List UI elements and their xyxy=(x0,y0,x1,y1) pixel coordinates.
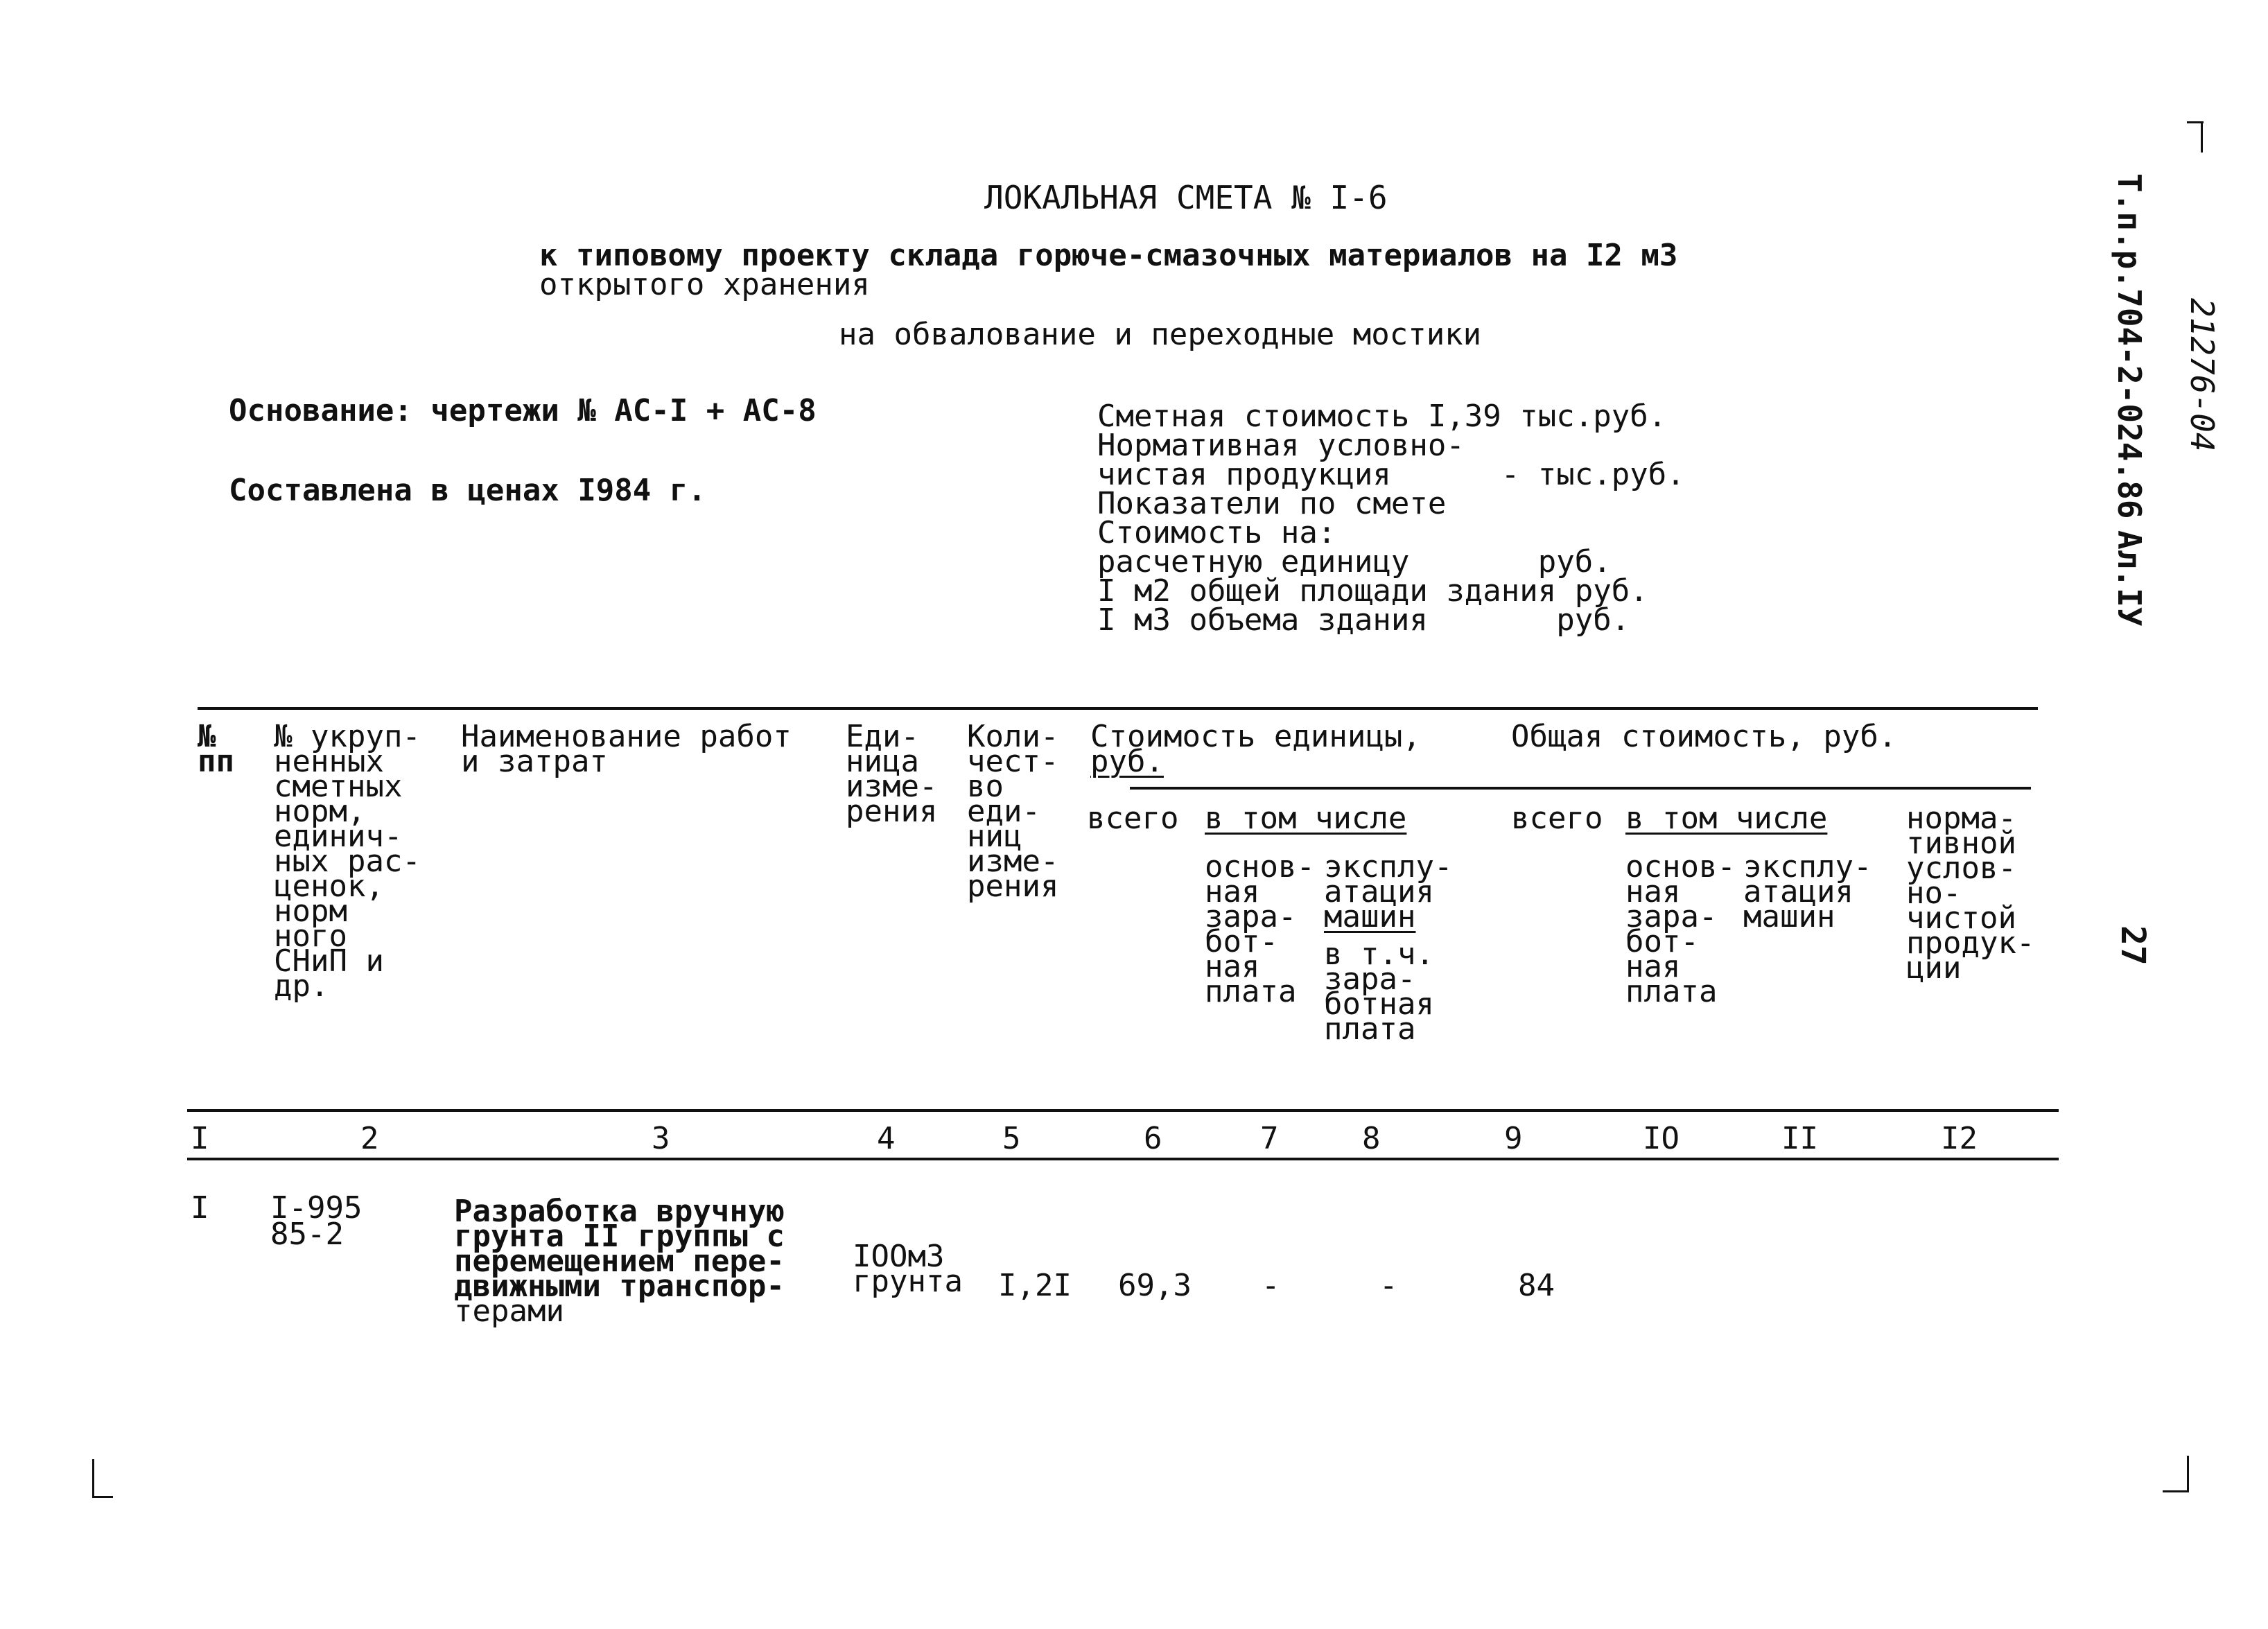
summary-line: I м2 общей площади здания руб. xyxy=(1097,573,1648,609)
header-col-11 xyxy=(1743,851,1872,933)
header-line: Коли- xyxy=(967,719,1059,754)
header-line: единич- xyxy=(274,819,403,854)
header-line: бот- xyxy=(1205,924,1278,959)
header-line: машин xyxy=(1324,899,1416,934)
header-line: плата xyxy=(1205,974,1297,1009)
header-bottom-rule xyxy=(187,1109,2059,1112)
header-col-8 xyxy=(1324,851,1452,1045)
side-code: Т.п.р.704-2-024.86 xyxy=(2111,173,2148,519)
basis-line: Основание: чертежи № АС-I + АС-8 xyxy=(229,393,817,428)
header-line: эксплу- xyxy=(1743,849,1872,885)
corner-mark xyxy=(2201,121,2203,153)
header-col-1 xyxy=(198,721,234,778)
header-col-2 xyxy=(274,721,421,1002)
col-number: II xyxy=(1781,1121,1818,1156)
col-number: 7 xyxy=(1260,1121,1279,1156)
header-line: ботная xyxy=(1324,986,1434,1022)
header-line: чест- xyxy=(967,744,1059,779)
header-col-7 xyxy=(1205,851,1315,1008)
header-line: ного xyxy=(274,918,347,954)
row-name-line: движными транспор- xyxy=(454,1269,785,1304)
header-col-5 xyxy=(967,721,1058,903)
header-line: рения xyxy=(967,869,1059,904)
col-number: 4 xyxy=(877,1121,896,1156)
col-number: I xyxy=(191,1121,209,1156)
header-line: зара- xyxy=(1205,899,1297,934)
header-line: во xyxy=(967,769,1004,804)
subtitle-line-3: на обвалование и переходные мостики xyxy=(839,317,1482,352)
corner-mark xyxy=(2187,1456,2189,1492)
row-code xyxy=(270,1192,362,1251)
header-line: ница xyxy=(846,744,919,779)
cost-summary xyxy=(1097,401,1685,636)
col-number: I2 xyxy=(1941,1121,1978,1156)
header-line: эксплу- xyxy=(1324,849,1453,885)
header-line: но- xyxy=(1906,876,1962,911)
header-line: рения xyxy=(846,794,938,829)
row-code-line: I-995 xyxy=(270,1190,363,1226)
header-line: Наименование работ xyxy=(461,719,792,754)
row-total: 84 xyxy=(1518,1268,1555,1303)
header-total-cost: Общая стоимость, руб. xyxy=(1511,719,1897,754)
summary-line: расчетную единицу руб. xyxy=(1097,544,1612,580)
header-line: ная xyxy=(1625,949,1681,984)
col-number: 2 xyxy=(360,1121,379,1156)
col-number: IO xyxy=(1643,1121,1680,1156)
subtitle-line-2: открытого хранения xyxy=(539,267,870,302)
header-col-4 xyxy=(846,721,937,828)
header-col-3 xyxy=(461,721,792,778)
header-col-10 xyxy=(1625,851,1736,1008)
header-line: ции xyxy=(1906,950,1962,986)
header-unit-cost-rub: руб. xyxy=(1090,744,1164,779)
row-name xyxy=(454,1196,785,1327)
row-num: I xyxy=(191,1190,209,1226)
header-line: плата xyxy=(1324,1011,1416,1047)
header-line: пп xyxy=(198,744,234,779)
col-number: 9 xyxy=(1504,1121,1523,1156)
row-code-line: 85-2 xyxy=(270,1217,344,1252)
header-line: № укруп- xyxy=(274,719,421,754)
header-line: бот- xyxy=(1625,924,1699,959)
header-line: ная xyxy=(1205,949,1260,984)
header-line: ненных xyxy=(274,744,384,779)
header-line: услов- xyxy=(1906,851,2016,886)
summary-line: Сметная стоимость I,39 тыс.руб. xyxy=(1097,399,1667,434)
col-number: 8 xyxy=(1362,1121,1381,1156)
header-line: ная xyxy=(1625,874,1681,909)
header-line: № xyxy=(198,719,216,754)
row-unit-machines: - xyxy=(1379,1268,1398,1303)
header-unit-incl: в том числе xyxy=(1205,801,1407,836)
header-line: норм xyxy=(274,894,347,929)
header-line: изме- xyxy=(846,769,938,804)
header-line: основ- xyxy=(1205,849,1315,885)
row-unit-wage: - xyxy=(1262,1268,1280,1303)
summary-line: Нормативная условно- xyxy=(1097,428,1465,463)
header-line: плата xyxy=(1625,974,1718,1009)
subtitle-line-1: к типовому проекту склада горюче-смазочных материалов на I2 м3 xyxy=(539,238,1678,273)
header-line: атация xyxy=(1743,874,1853,909)
header-line: Еди- xyxy=(846,719,919,754)
col-number: 6 xyxy=(1144,1121,1162,1156)
header-col-12 xyxy=(1906,803,2034,984)
summary-line: I м3 объема здания руб. xyxy=(1097,602,1630,638)
group-rule xyxy=(1130,787,2031,790)
header-line: сметных xyxy=(274,769,403,804)
header-line: продук- xyxy=(1906,925,2035,961)
header-line: тивной xyxy=(1906,826,2016,861)
header-line: изме- xyxy=(967,844,1059,879)
header-line: атация xyxy=(1324,874,1434,909)
header-line: др. xyxy=(274,968,329,1004)
header-line: зара- xyxy=(1625,899,1718,934)
row-name-line: перемещением пере- xyxy=(454,1244,785,1279)
summary-line: Показатели по смете xyxy=(1097,486,1447,521)
row-unit-total: 69,3 xyxy=(1118,1268,1192,1303)
corner-mark xyxy=(92,1459,94,1497)
row-name-line: Разработка вручную xyxy=(454,1194,785,1229)
header-line: и затрат xyxy=(461,744,608,779)
summary-line: чистая продукция - тыс.руб. xyxy=(1097,457,1685,492)
row-unit xyxy=(853,1241,963,1298)
header-line: норм, xyxy=(274,794,366,829)
header-col-9: всего xyxy=(1511,801,1603,836)
row-name-line: терами xyxy=(454,1293,564,1329)
prices-line: Составлена в ценах I984 г. xyxy=(229,473,706,508)
header-line: ных рас- xyxy=(274,844,421,879)
row-name-line: грунта II группы с xyxy=(454,1219,785,1254)
header-line: еди- xyxy=(967,794,1040,829)
corner-mark xyxy=(2163,1490,2189,1492)
header-col-6: всего xyxy=(1087,801,1179,836)
header-line: норма- xyxy=(1906,801,2016,836)
header-line: в т.ч. xyxy=(1324,937,1434,972)
summary-line: Стоимость на: xyxy=(1097,515,1336,550)
row-unit-line: IOOм3 xyxy=(853,1239,945,1274)
col-number: 3 xyxy=(652,1121,670,1156)
col-number-rule xyxy=(187,1158,2059,1160)
header-line: ниц xyxy=(967,819,1022,854)
table-top-rule xyxy=(198,707,2038,710)
row-unit-line: грунта xyxy=(853,1264,963,1299)
header-total-incl: в том числе xyxy=(1625,801,1828,836)
corner-mark xyxy=(92,1496,113,1498)
header-line: СНиП и xyxy=(274,943,384,979)
header-line: машин xyxy=(1743,899,1835,934)
header-line: ная xyxy=(1205,874,1260,909)
side-inventory: 21276-04 xyxy=(2183,298,2221,452)
col-number: 5 xyxy=(1002,1121,1021,1156)
side-album: Ал.IУ xyxy=(2111,530,2148,627)
header-unit-cost: Стоимость единицы, xyxy=(1090,719,1421,754)
header-line: основ- xyxy=(1625,849,1736,885)
row-qty: I,2I xyxy=(998,1268,1072,1303)
header-line: ценок, xyxy=(274,869,384,904)
document-title: ЛОКАЛЬНАЯ СМЕТА № I-6 xyxy=(984,179,1388,216)
header-line: зара- xyxy=(1324,961,1416,997)
header-line: чистой xyxy=(1906,900,2016,936)
side-page-number: 27 xyxy=(2113,925,2152,966)
